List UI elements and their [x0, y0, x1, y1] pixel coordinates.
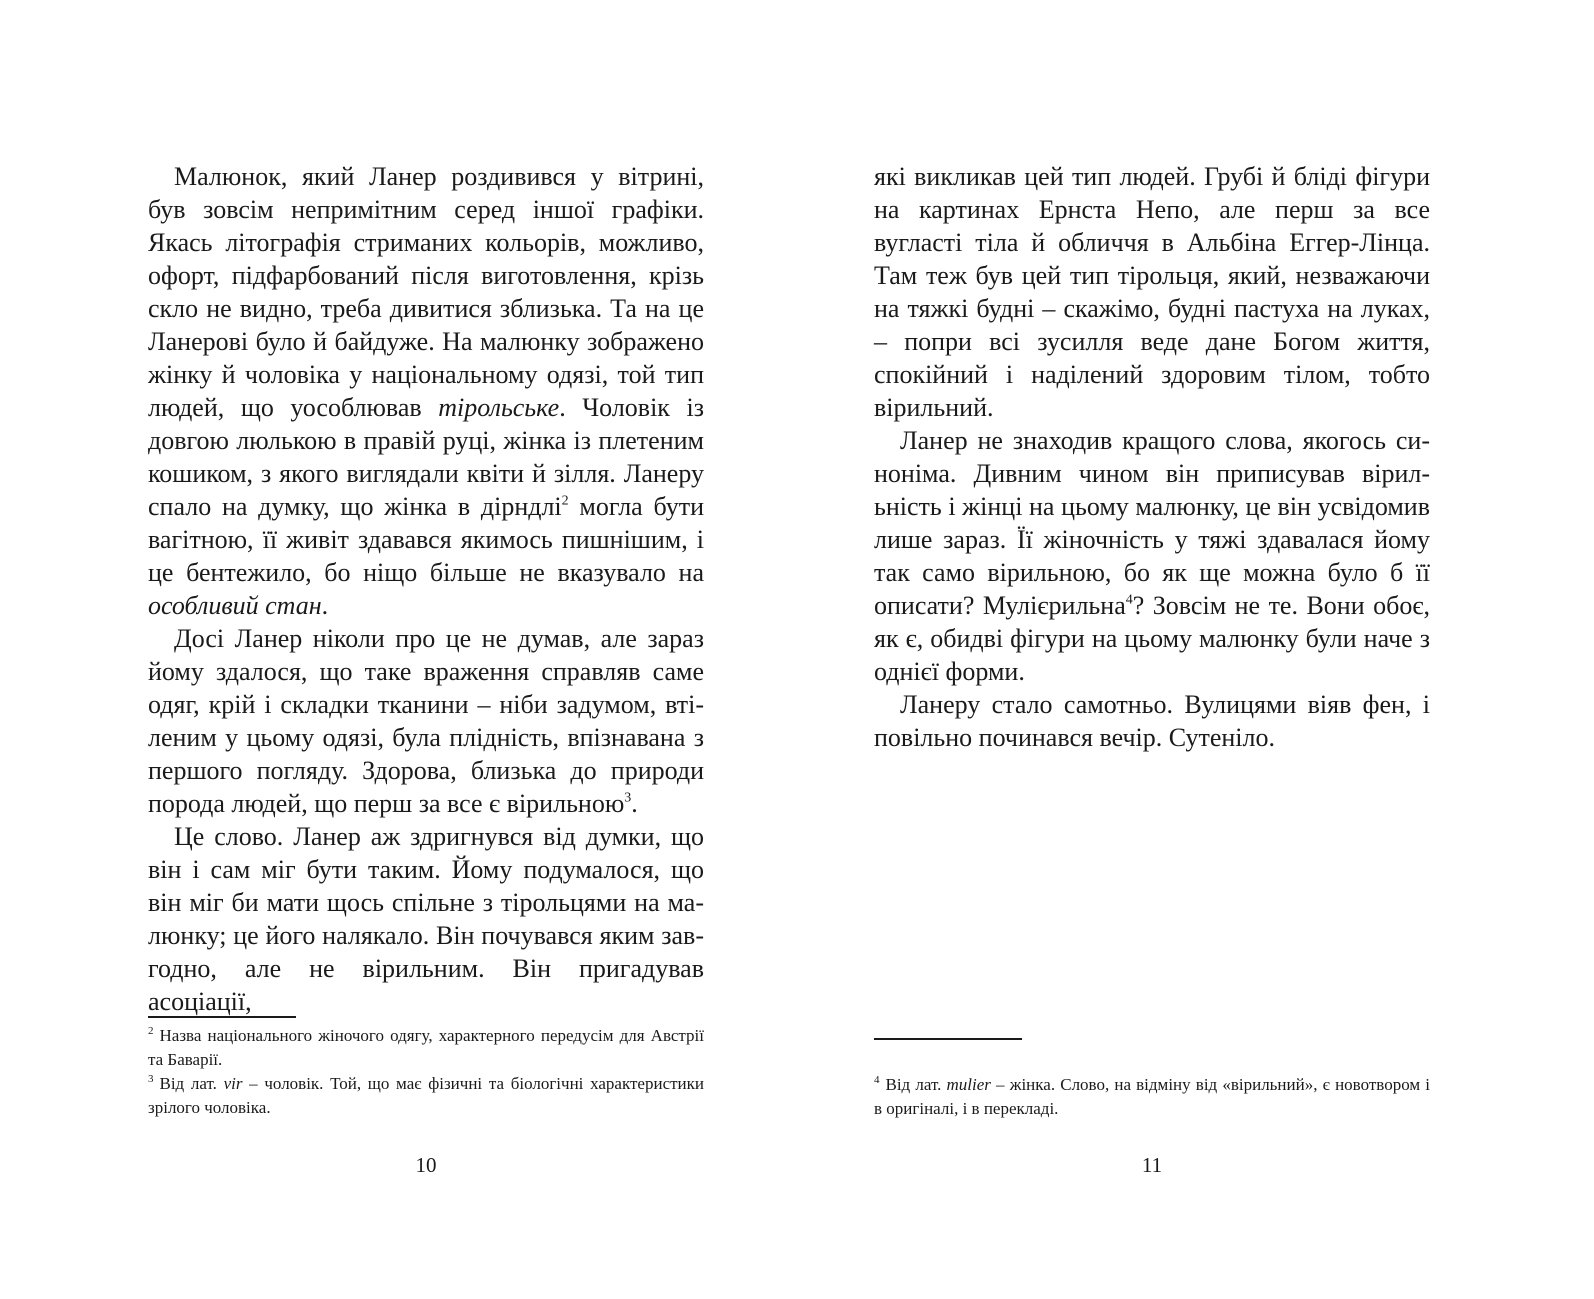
right-footnotes: [874, 1073, 1430, 1121]
text-run: ? Зовсім не те. Вони обоє, як є, обидві фігури на цьому малюнку були наче з однієї форми.: [874, 591, 1430, 686]
text-run: Ланер не знаходив кращого слова, якогось синоніма. Дивним чином він приписував вірильність і жінці на цьому малюнку, це він усвідомив лише зараз. Її жіночність у тяжі здавалася йому так само вірильною, бо як ще можна було б її описати? Мулієрильна: [874, 426, 1430, 620]
italic-text: тірольське: [438, 393, 560, 422]
footnote: [874, 1073, 1430, 1121]
footnote: [148, 1072, 704, 1120]
text-run: Малюнок, який Ланер роздивився у вітрині, був зовсім непримітним серед іншої графіки. Якась літографія стриманих кольорів, можливо, офорт, підфарбований після виготовлення, крізь скло не видно, треба дивитися зблизька. Та на це Ланерові було й байдуже. На малюнку зображено жінку й чоловіка у національному одязі, той тип людей, що уособлював: [148, 162, 704, 422]
footnote: [148, 1024, 704, 1072]
left-footnotes: [148, 1024, 704, 1120]
italic-text: vir: [223, 1074, 243, 1093]
text-run: Назва національного жіночого одягу, характерного передусім для Австрії та Баварії.: [148, 1026, 704, 1069]
footnote-ref: 4: [1125, 592, 1133, 608]
text-run: Від лат.: [159, 1074, 224, 1093]
paragraph: [874, 424, 1430, 688]
right-page: [797, 0, 1594, 1299]
left-page-number: 10: [415, 1153, 437, 1177]
left-footnote-rule: [148, 1016, 296, 1018]
footnote-number: 2: [148, 1025, 154, 1038]
text-run: могла бути вагітною, її живіт здавався якимось пишнішим, і це бентежило, бо ніщо більше не вказувало на: [148, 492, 704, 587]
text-run: . Чоловік із довгою люлькою в правій руці, жінка із плетеним кошиком, з якого виглядали квіти й зілля. Ланеру спало на думку, що жінка в дірндлі: [148, 393, 704, 521]
footnote-number: 4: [874, 1074, 880, 1087]
paragraph: [148, 622, 704, 820]
text-run: Від лат.: [885, 1075, 947, 1094]
right-page-number: 11: [1141, 1153, 1163, 1177]
text-run: Досі Ланер ніколи про це не думав, але зараз йому здалося, що таке враження справляв саме одяг, крій і складки тканини – ніби задумом, втіленим у цьому одязі, була плідність, впізнавана з першого погляду. Здорова, близька до природи порода людей, що перш за все є вірильною: [148, 624, 704, 818]
paragraph: [148, 820, 704, 1018]
footnote-ref: 2: [561, 493, 569, 509]
text-run: Це слово. Ланер аж здригнувся від думки, що він і сам міг бути таким. Йому подумалося, що він міг би мати щось спільне з тірольцями на малюнку; це його налякало. Він почувався яким завгодно, але не вірильним. Він пригадував асоціації,: [148, 822, 704, 1016]
text-run: .: [631, 789, 638, 818]
right-body-text: [874, 160, 1430, 754]
italic-text: mulier: [946, 1075, 991, 1094]
paragraph: [874, 688, 1430, 754]
italic-text: особливий стан: [148, 591, 322, 620]
text-run: – жінка. Слово, на відміну від «вірильний», є новотвором і в оригіналі, і в перекладі.: [874, 1075, 1431, 1118]
text-run: .: [321, 591, 329, 620]
footnote-ref: 3: [624, 790, 632, 806]
right-footnote-rule: [874, 1038, 1022, 1040]
left-body-text: [148, 160, 704, 1018]
footnote-number: 3: [148, 1073, 154, 1086]
paragraph: [148, 160, 704, 622]
paragraph: [874, 160, 1430, 424]
text-run: – чоловік. Той, що має фізичні та біологічні характеристики зрілого чоловіка.: [148, 1074, 704, 1117]
text-run: які викликав цей тип людей. Грубі й бліді фігури на картинах Ернста Непо, але перш за все вугласті тіла й обличчя в Альбіна Еггер-Лінца. Там теж був цей тип тірольця, який, незважаючи на тяжкі будні – скажімо, будні пастуха на луках, – попри всі зусилля веде дане Богом життя, спокійний і наділений здоровим тілом, тобто вірильний.: [874, 162, 1430, 422]
text-run: Ланеру стало самотньо. Вулицями віяв фен, і повільно починався вечір. Сутеніло.: [874, 690, 1430, 752]
